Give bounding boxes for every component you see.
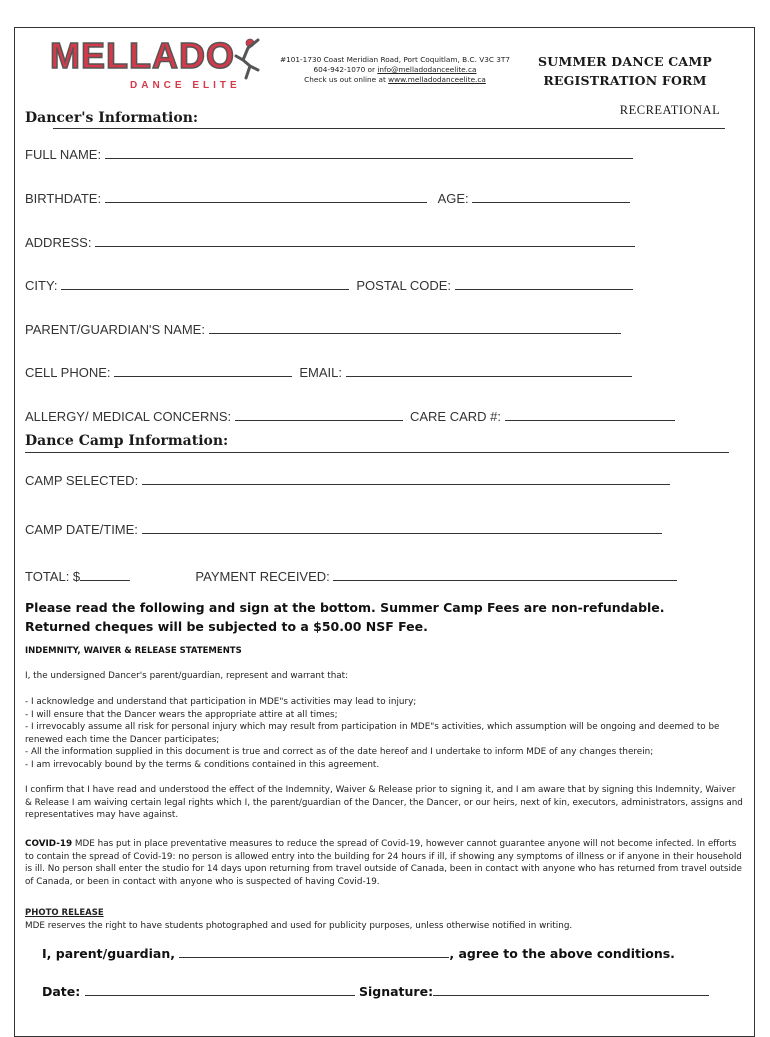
bullet-item: - I acknowledge and understand that participation in MDE"s activities may lead to injury; xyxy=(25,697,417,707)
indemnity-title: INDEMNITY, WAIVER & RELEASE STATEMENTS xyxy=(25,646,242,656)
covid-text: MDE has put in place preventative measures to reduce the spread of Covid-19, however cannot guarantee anyone will not become infected. In efforts to contain the spread of Covid-19: no person is allowed entry into the building for 24 hours if ill, if showing any symptoms of illness or if anyone in their household is ill. No person shall enter the studio for 14 days upon returning from travel outside of Canada, been in contact with anyone who has returned from travel outside of Canada, or been in contact with anyone who is suspected of having Covid-19. xyxy=(25,839,742,887)
bullet-item: - I will ensure that the Dancer wears the appropriate attire at all times; xyxy=(25,709,338,720)
signature-field[interactable] xyxy=(433,983,709,996)
indemnity-intro: I, the undersigned Dancer's parent/guardian, represent and warrant that: xyxy=(25,671,349,681)
or-text: or xyxy=(367,65,376,74)
parent-signature-name-field[interactable] xyxy=(179,945,449,958)
camp-date-row xyxy=(25,521,662,537)
website-line xyxy=(270,75,520,85)
total-field[interactable] xyxy=(80,568,130,581)
agreement-row xyxy=(42,945,675,961)
payment-label: PAYMENT RECEIVED: xyxy=(195,569,330,584)
city-field[interactable] xyxy=(61,277,349,290)
form-title-line2: REGISTRATION FORM xyxy=(543,73,707,88)
cell-row xyxy=(25,364,632,380)
postal-code-field[interactable] xyxy=(455,277,633,290)
website-prefix: Check us out online at xyxy=(304,75,386,84)
city-row xyxy=(25,277,633,293)
payment-field[interactable] xyxy=(333,568,677,581)
camp-date-label: CAMP DATE/TIME: xyxy=(25,522,138,537)
indemnity-bullets xyxy=(25,696,743,772)
fee-notice: Please read the following and sign at the bottom. Summer Camp Fees are non-refundable. Returned cheques will be subjected to a $50.00 NSF Fee. xyxy=(25,600,665,634)
studio-phone: 604-942-1070 xyxy=(313,65,366,74)
studio-address: #101-1730 Coast Meridian Road, Port Coquitlam, B.C. V3C 3T7 xyxy=(280,55,510,64)
dancer-icon xyxy=(228,36,264,80)
total-label: TOTAL: $ xyxy=(25,569,81,584)
cell-label: CELL PHONE: xyxy=(25,365,111,380)
full-name-label: FULL NAME: xyxy=(25,147,102,162)
date-signature-row xyxy=(42,983,709,999)
confirm-paragraph: I confirm that I have read and understood the effect of the Indemnity, Waiver & Release prior to signing it, and I am aware that by signing this Indemnity, Waiver & Release I am waiving certain legal rights which I, the parent/guardian of the Dancer, the Dancer, or our heirs, next of kin, executors, administrators, assigns and representatives may have against. xyxy=(25,785,743,821)
address-label: ADDRESS: xyxy=(25,235,92,250)
full-name-field[interactable] xyxy=(105,146,633,159)
mellado-logo xyxy=(50,36,265,96)
bullet-item: - I irrevocably assume all risk for personal injury which may result from participation in MDE"s activities, which assumption will be ongoing and deemed to be renewed each time the Dancer participates; xyxy=(25,722,720,745)
logo-text: MELLADO xyxy=(50,35,235,76)
bullet-item: - I am irrevocably bound by the terms & conditions contained in this agreement. xyxy=(25,759,380,770)
address-row xyxy=(25,234,635,250)
photo-release xyxy=(25,907,743,932)
contact-line xyxy=(270,65,520,75)
date-label: Date: xyxy=(42,984,81,999)
agreement-prefix: I, parent/guardian, xyxy=(42,946,175,961)
bullet-item: - All the information supplied in this document is true and correct as of the date hereof and I undertake to inform MDE of any changes therein; xyxy=(25,747,654,758)
logo-subtext: DANCE ELITE xyxy=(130,80,241,91)
contact-block xyxy=(270,55,520,85)
age-field[interactable] xyxy=(472,190,630,203)
allergy-row xyxy=(25,408,675,424)
signature-label: Signature: xyxy=(358,984,434,999)
age-label: AGE: xyxy=(437,191,469,206)
address-field[interactable] xyxy=(95,234,635,247)
photo-release-text: MDE reserves the right to have students photographed and used for publicity purposes, unless otherwise notified in writing. xyxy=(25,920,573,931)
parent-row xyxy=(25,321,621,337)
form-title-line1: SUMMER DANCE CAMP xyxy=(538,54,712,69)
camp-section-title: Dance Camp Information: xyxy=(25,433,229,449)
city-label: CITY: xyxy=(25,278,58,293)
email-field[interactable] xyxy=(346,364,632,377)
website-link[interactable]: www.melladodanceelite.ca xyxy=(388,75,486,84)
care-card-field[interactable] xyxy=(505,408,675,421)
date-field[interactable] xyxy=(85,983,355,996)
allergy-label: ALLERGY/ MEDICAL CONCERNS: xyxy=(25,409,232,424)
email-link[interactable]: info@melladodanceelite.ca xyxy=(377,65,477,74)
form-title xyxy=(515,52,735,90)
email-label: EMAIL: xyxy=(299,365,342,380)
cell-field[interactable] xyxy=(114,364,292,377)
agreement-suffix: , agree to the above conditions. xyxy=(449,946,675,961)
allergy-field[interactable] xyxy=(235,408,403,421)
total-row xyxy=(25,568,677,584)
camp-selected-field[interactable] xyxy=(142,472,670,485)
section-divider xyxy=(53,128,725,129)
covid-paragraph xyxy=(25,838,743,888)
photo-release-title: PHOTO RELEASE xyxy=(25,908,104,918)
care-card-label: CARE CARD #: xyxy=(409,409,502,424)
parent-label: PARENT/GUARDIAN'S NAME: xyxy=(25,322,205,337)
postal-code-label: POSTAL CODE: xyxy=(356,278,452,293)
birthdate-label: BIRTHDATE: xyxy=(25,191,102,206)
full-name-row xyxy=(25,146,633,162)
dancer-section-title: Dancer's Information: xyxy=(25,110,199,126)
camp-selected-label: CAMP SELECTED: xyxy=(25,473,139,488)
covid-label: COVID-19 xyxy=(25,839,73,849)
birthdate-row xyxy=(25,190,630,206)
birthdate-field[interactable] xyxy=(105,190,427,203)
parent-field[interactable] xyxy=(209,321,621,334)
program-label: RECREATIONAL xyxy=(619,103,721,117)
camp-date-field[interactable] xyxy=(142,521,662,534)
camp-selected-row xyxy=(25,472,670,488)
section-divider xyxy=(25,452,729,453)
